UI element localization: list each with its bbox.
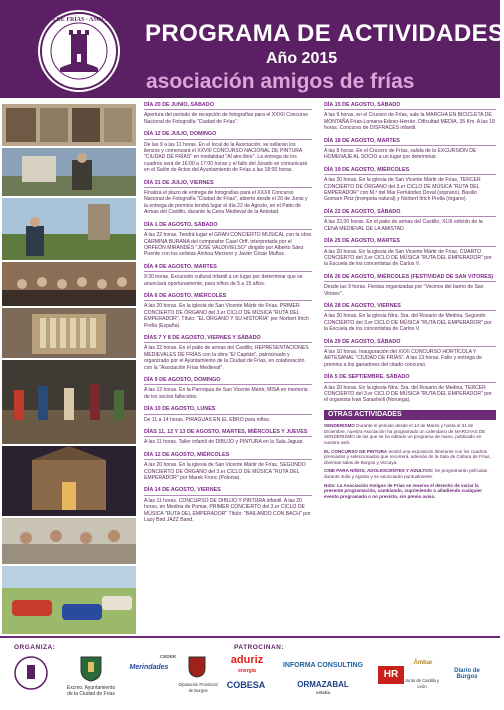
event-text: A las 10 horas. Inauguración del XXXI CONCURSO HORTÍCOLA Y ARTESANAL "CIUDAD DE FRÍAS". A las 13 horas. Fallo y entrega de premios a los ganadores del citado concurso.	[324, 348, 482, 368]
event-text: De las 9 a las 11 horas. En el local de la Asociación, se sellarán los lienzos y comenzará el XXVIII CONCURSO NACIONAL DE PINTURA "CIUDAD DE FRÍAS" en modalidad "Al aire libre". La entrega de los cuadros será de 16:00 a 17:00 horas y el fallo del Jurado se comunicará en el Salón de Actos del Ayuntamiento de Frías a las 18:00 horas.	[144, 141, 308, 174]
diputacion-shield-icon	[188, 656, 206, 678]
event-item	[144, 377, 312, 400]
year-label: Año 2015	[266, 50, 338, 67]
event-item	[324, 339, 496, 369]
event-date: DÍA 28 DE AGOSTO, VIERNES	[324, 303, 496, 311]
photo-portraits	[2, 104, 136, 146]
event-date: DÍA 4 DE AGOSTO, MARTES	[144, 264, 312, 272]
event-date: DÍA 26 DE AGOSTO, MIÉRCOLES (FESTIVIDAD DE SAN VITORES)	[324, 274, 496, 282]
castilla-leon-logo: Junta de Castilla y León	[404, 678, 440, 689]
event-item	[144, 131, 312, 173]
page-title: PROGRAMA DE ACTIVIDADES	[145, 20, 504, 47]
medieval-photo-icon	[2, 360, 136, 444]
ormazabal-logo: ORMAZABAL	[297, 680, 349, 689]
event-item	[144, 180, 312, 216]
event-text: A las 20 horas. En la iglesia de San Vicente Mártir de Frías, SEGUNDO CONCIERTO DE ÓRGANO del 3.er CICLO DE MÚSICA "RUTA DEL EMPERADOR" por Marek Fronc (Polonia).	[144, 462, 306, 482]
event-date: DÍAS 7 Y 8 DE AGOSTO, VIERNES Y SÁBADO	[144, 335, 312, 343]
hiking-label: SENDERISMO	[324, 423, 355, 429]
sponsors-footer	[0, 636, 500, 710]
photo-castle-painter	[2, 198, 136, 260]
event-date: DÍAS 11, 12 Y 13 DE AGOSTO, MARTES, MIÉRCOLES Y JUEVES	[144, 429, 312, 437]
diputacion-label: Diputación Provincial de Burgos	[178, 682, 218, 693]
events-left-column	[144, 102, 312, 530]
event-text: A las 20 horas. En la iglesia de San Vicente Mártir de Frías, TERCER CONCIERTO DE ÓRGANO del 3.er CICLO DE MÚSICA "RUTA DEL EMPERADOR" con M.ª del Mar Fernández Doval (soprano), Basilio Gomarn Piriz (trompeta natural) y Norbert Itrich Prella (órgano).	[324, 177, 481, 203]
event-item	[324, 303, 496, 333]
event-date: DÍA 19 DE AGOSTO, MIÉRCOLES	[324, 167, 496, 175]
note-text: La Asociación Amigos de Frías se reserva el derecho de variar la presente programación, cambiando, suprimiendo o añadiendo cualquier evento programado o no previsto, sin previo aviso.	[324, 482, 483, 499]
event-date: DÍA 25 DE AGOSTO, MARTES	[324, 238, 496, 246]
event-item	[144, 335, 312, 371]
event-text: A las 22,00 horas. En el patio de armas del Castillo, XLIII edición de la CENA MEDIEVAL DE LA AMISTAD.	[324, 219, 483, 232]
event-item	[324, 138, 496, 161]
events-right-column	[324, 102, 496, 502]
event-item	[144, 293, 312, 329]
event-date: DÍA 14 DE AGOSTO, VIERNES	[144, 487, 312, 495]
event-date: DÍA 9 DE AGOSTO, DOMINGO	[144, 377, 312, 385]
photo-painting	[2, 148, 136, 196]
event-text: A las 20 horas. En la iglesia de San Vicente Mártir de Frías, PRIMER CONCIERTO DE ÓRGANO del 3.er CICLO DE MÚSICA "RUTA DEL EMPERADOR". Título: "EL ÓRGANO Y SU HISTORIA" por Norbert Itrich Prella (España).	[144, 303, 309, 329]
event-item	[324, 374, 496, 404]
event-date: DÍA 29 DE AGOSTO, SÁBADO	[324, 339, 496, 347]
frias-shield-icon	[80, 656, 102, 682]
event-text: A las 20 horas. En la iglesia Ntra. Sra. del Rosario de Medina, TERCER CONCIERTO del 3.er CICLO DE MÚSICA "RUTA DEL EMPERADOR" por el organista Ivan Sarashvili (Noruega).	[324, 384, 492, 404]
hiking-paragraph	[324, 423, 496, 445]
painting-photo-icon	[2, 148, 136, 196]
castle-photo-icon	[2, 198, 136, 260]
event-date: DÍA 5 DE SEPTIEMBRE, SÁBADO	[324, 374, 496, 382]
event-item	[144, 429, 312, 446]
event-date: DÍA 31 DE JULIO, VIERNES	[144, 180, 312, 188]
header-banner	[0, 0, 504, 98]
ayuntamiento-label: Excmo. Ayuntamiento de la Ciudad de Frías	[66, 685, 116, 697]
event-text: A las 12 horas. En la Parroquia de San Vicente Mártir, MISA en memoria de los socios fallecidos.	[144, 387, 308, 400]
event-item	[144, 264, 312, 287]
patrocinan-label: PATROCINAN:	[234, 644, 285, 651]
event-text: A las 22 horas. Tendrá lugar el GRAN CONCIERTO MUSICAL con la obra CARMINA BURANA del compositor Caarl Orff, interpretada por el ORFEÓN MIRANDÉS "JOSÉ VALDIVIELSO" dirigido por Alberto Sáez Puente con los solistas Ainhoa Merzero y Javier César Muñoz.	[144, 232, 312, 258]
event-text: A las 20 horas. En la iglesia Ntra. Sra. del Rosario de Medina, Segundo CONCIERTO del 3.er CICLO DE MÚSICA "RUTA DEL EMPERADOR" por la Escuela de los concertistas de Carlos V.	[324, 313, 492, 333]
event-date: DÍA 6 DE AGOSTO, MIÉRCOLES	[144, 293, 312, 301]
aduriz-sub: energía	[238, 668, 256, 674]
event-item	[324, 167, 496, 203]
cars-photo-icon	[2, 566, 136, 634]
event-date: DÍA 22 DE AGOSTO, SÁBADO	[324, 209, 496, 217]
event-date: DÍA 1 DE AGOSTO, SÁBADO	[144, 222, 312, 230]
association-footer-logo-icon	[14, 656, 48, 690]
event-text: A las 8 horas. En el Crucero de Frías, salida de la EXCURSIÓN DE HOMENAJE AL SOCIO a un lugar por determinar.	[324, 148, 477, 161]
informa-consulting-logo: INFORMA CONSULTING	[282, 662, 364, 669]
event-text: Finaliza el plazo de entrega de fotografías para el XXXII Concurso Nacional de Fotografía "Ciudad de Frías", abierto desde el 20 de Junio y la entrega de premios tendrá lugar el día 22 de Agosto, en el Patio de Armas del Castillo, durante la Cena Medieval de la Amistad.	[144, 190, 308, 216]
photo-cars	[2, 566, 136, 634]
painting-text: tendrá una exposición itinerante con los cuadros premiados y seleccionados que recorrerá, además de la Sala de Cultura de Frías, diversas salas de Burgos y Vizcaya.	[324, 448, 491, 465]
cinema-label: CINE PARA NIÑOS, ADOLESCENTES Y ADULTOS:	[324, 468, 434, 474]
photo-strip	[0, 104, 136, 634]
church-photo-icon	[2, 446, 136, 516]
ormazabal-sub: velatia	[315, 690, 330, 695]
organiza-label: ORGANIZA:	[14, 644, 56, 651]
event-item	[144, 102, 312, 125]
event-item	[324, 209, 496, 232]
event-text: A las 11 horas. CONCURSO DE DIBUJO Y PINTURA infantil. A las 20 horas, en Medina de Pomar, PRIMER CONCIERTO del 3.er CICLO DE MÚSICA "RUTA DEL EMPERADOR" Título: "BAILANDO CON BACH" por Lazy Bird JAZZ Band.	[144, 497, 311, 524]
logo-text: AMIGOS DE FRÍAS · ASOCIACIÓN	[29, 17, 129, 23]
cinema-paragraph	[324, 468, 496, 479]
ceder-logo: CEDER	[160, 654, 176, 659]
painting-label: EL CONCURSO DE PINTURA	[324, 448, 388, 454]
photo-organ	[2, 308, 136, 358]
ambar-logo: Ámbar	[413, 660, 433, 666]
merindades-logo: Merindades	[129, 664, 169, 671]
event-item	[144, 452, 312, 482]
event-date: DÍA 12 DE AGOSTO, MIÉRCOLES	[144, 452, 312, 460]
event-text: 9:30 horas. Excursión cultural infantil a un lugar por determinar que se anunciará oportunamente, para niños de 5 a 15 años.	[144, 274, 303, 287]
note-label: Nota:	[324, 482, 336, 488]
castle-seal-icon	[29, 10, 129, 92]
hr-logo: HR	[378, 666, 404, 684]
organ-photo-icon	[2, 308, 136, 358]
children-photo-icon	[2, 518, 136, 564]
event-date: DÍA 10 DE AGOSTO, LUNES	[144, 406, 312, 414]
other-activities-title: OTRAS ACTIVIDADES	[324, 410, 496, 420]
event-text: A las 11 horas. Taller infantil de DIBUJO y PINTURA en la Sala Jaguar.	[144, 439, 304, 446]
event-item	[324, 102, 496, 132]
cobesa-logo: COBESA	[226, 680, 266, 690]
event-date: DÍA 18 DE AGOSTO, MARTES	[324, 138, 496, 146]
aduriz-logo: aduriz	[230, 654, 264, 666]
photo-church	[2, 446, 136, 516]
event-item	[324, 274, 496, 297]
event-text: A las 22 horas. En el patio de armas del Castillo, REPRESENTACIONES MEDIEVALES DE FRÍAS con la obra "El Capitán", patrocinado y organizado por el Ayuntamiento de la Ciudad de Frías, en colaboración con la "Asociación Frías Medieval".	[144, 345, 309, 371]
event-text: De 11 a 14 horas. PIRAGUAS EN EL EBRO para niños.	[144, 416, 271, 423]
event-item	[324, 238, 496, 268]
event-text: A las 20 horas. En la iglesia de San Vicente Mártir de Frías, CUARTO CONCIERTO del 3.er CICLO DE MÚSICA "RUTA DEL EMPERADOR" por la Escuela de los concertistas de Carlos V.	[324, 248, 492, 268]
cinema-text: Se programarán películas durante Julio y Agosto y se anunciarán puntualmente.	[324, 468, 488, 479]
event-date: DÍA 20 DE JUNIO, SÁBADO	[144, 102, 312, 110]
association-name: asociación amigos de frías	[146, 70, 415, 93]
photo-medieval	[2, 360, 136, 444]
concert-photo-icon	[2, 262, 136, 306]
event-text: Apertura del periodo de recepción de fotografías para el XXXII Concurso Nacional de Fotografía "Ciudad de Frías".	[144, 112, 308, 125]
event-item	[144, 406, 312, 423]
photo-children	[2, 518, 136, 564]
event-text: A las 9 horas, en el Crucero de Frías, sale la MARCHA EN BICICLETA DE MONTAÑA Frías-Lomana-Edeso-Herrán. Dificultad MEDIA, 35 Km. A las 18 horas. Concurso de DISFRACES infantil.	[324, 112, 495, 132]
painting-paragraph	[324, 449, 496, 466]
hiking-text: Durante el periodo desde el 14 de Marzo y hasta el 31 de Diciembre, nuestra Asociación ha programado un calendario de MARCHAS DE SENDERISMO de las que se ha editado un programa de mano, publicado en nuestra web.	[324, 423, 486, 445]
portrait-photo-icon	[2, 104, 136, 146]
note-paragraph	[324, 483, 496, 500]
event-text: Desde las 9 horas. Fiestas organizadas por "Vecinos del barrio de San Vitores".	[324, 284, 484, 297]
diario-burgos-logo: Diario de Burgos	[454, 668, 480, 680]
event-date: DÍA 12 DE JULIO, DOMINGO	[144, 131, 312, 139]
photo-concert	[2, 262, 136, 306]
association-logo	[29, 10, 129, 92]
event-item	[144, 222, 312, 258]
other-activities	[324, 410, 496, 500]
event-date: DÍA 15 DE AGOSTO, SÁBADO	[324, 102, 496, 110]
event-item	[144, 487, 312, 523]
